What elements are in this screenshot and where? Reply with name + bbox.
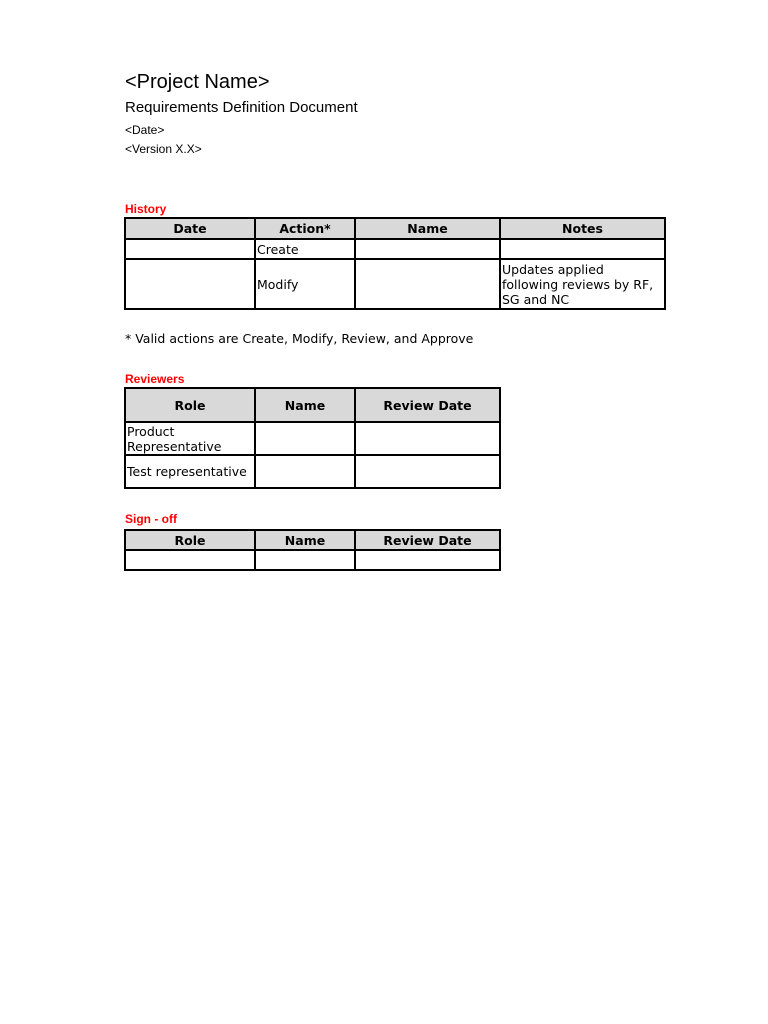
table-row	[125, 455, 500, 488]
history-col-date: Date	[125, 218, 255, 239]
signoff-col-role: Role	[125, 530, 255, 550]
history-col-action: Action*	[255, 218, 355, 239]
signoff-col-name: Name	[255, 530, 355, 550]
reviewers-cell-name	[255, 422, 355, 455]
reviewers-cell-name	[255, 455, 355, 488]
reviewers-col-role: Role	[125, 388, 255, 422]
document-subtitle: Requirements Definition Document	[125, 99, 358, 116]
history-cell-notes	[500, 239, 665, 259]
history-footnote: * Valid actions are Create, Modify, Review, and Approve	[125, 331, 474, 346]
signoff-cell-name	[255, 550, 355, 570]
table-row	[125, 239, 665, 259]
history-table	[124, 217, 666, 310]
reviewers-col-review-date: Review Date	[355, 388, 500, 422]
signoff-table	[124, 529, 501, 571]
history-heading: History	[125, 202, 167, 216]
reviewers-cell-review-date	[355, 455, 500, 488]
history-cell-date	[125, 259, 255, 309]
history-col-name: Name	[355, 218, 500, 239]
history-cell-name	[355, 259, 500, 309]
reviewers-cell-role: Product Representative	[125, 422, 255, 455]
history-cell-action: Modify	[255, 259, 355, 309]
signoff-header-row	[125, 530, 500, 550]
history-cell-name	[355, 239, 500, 259]
history-cell-action: Create	[255, 239, 355, 259]
page-title: <Project Name>	[125, 71, 270, 93]
signoff-heading: Sign - off	[125, 512, 177, 526]
reviewers-table	[124, 387, 501, 489]
document-date: <Date>	[125, 123, 165, 137]
reviewers-header-row	[125, 388, 500, 422]
signoff-cell-review-date	[355, 550, 500, 570]
history-col-notes: Notes	[500, 218, 665, 239]
history-cell-notes: Updates applied following reviews by RF, SG and NC	[500, 259, 665, 309]
reviewers-col-name: Name	[255, 388, 355, 422]
history-cell-date	[125, 239, 255, 259]
signoff-cell-role	[125, 550, 255, 570]
reviewers-heading: Reviewers	[125, 372, 185, 386]
table-row	[125, 259, 665, 309]
document-version: <Version X.X>	[125, 142, 202, 156]
reviewers-cell-role: Test representative	[125, 455, 255, 488]
table-row	[125, 550, 500, 570]
reviewers-cell-review-date	[355, 422, 500, 455]
history-header-row	[125, 218, 665, 239]
signoff-col-review-date: Review Date	[355, 530, 500, 550]
table-row	[125, 422, 500, 455]
